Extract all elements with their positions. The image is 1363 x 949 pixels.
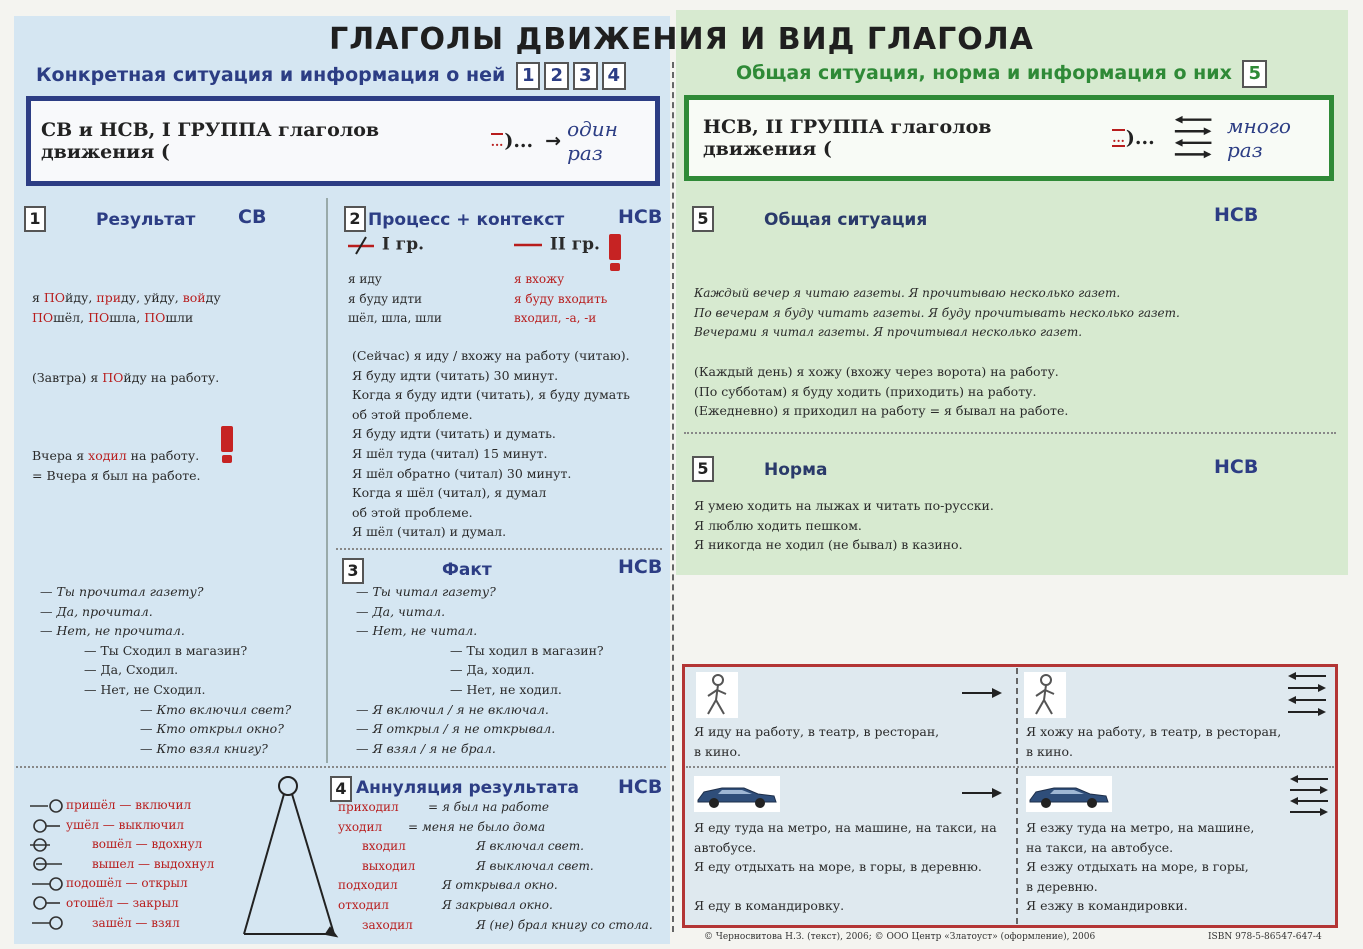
- group1-box: СВ и НСВ, I ГРУППА глаголов движения ( ... )... → один раз: [26, 96, 660, 186]
- section-3-dialog: — Ты читал газету? — Да, читал. — Нет, не читал. — Ты ходил в магазин? — Да, ходил. — Нет, не ходил. — Я включил / я не включал. — Я открыл / я не открывал. — Я взял / я не брал.: [356, 584, 604, 756]
- section-2-number: 2: [344, 206, 366, 232]
- left-subtitle: Конкретная ситуация и информация о ней 1 2 3 4: [36, 62, 626, 90]
- section-4-pairs: пришёл — включил ушёл — выключил вошёл — вдохнул вышел — выдохнул подошёл — открыл отошёл — закрыл зашёл — взял: [66, 798, 215, 930]
- section-4-title: Аннуляция результата: [356, 778, 579, 798]
- car-icon: [1026, 776, 1112, 812]
- section-5-divider: [684, 432, 1336, 434]
- section-5a-title: Общая ситуация: [764, 210, 928, 230]
- isbn: ISBN 978-5-86547-647-4: [1208, 932, 1322, 942]
- section-5a-italic: Каждый вечер я читаю газеты. Я прочитываю несколько газет. По вечерам я буду читать газеты. Я буду прочитывать несколько газет. Вечерами я читал газеты. Я прочитывал несколько газет.: [694, 286, 1180, 340]
- section-5b-number: 5: [692, 456, 714, 482]
- oneway-line: ...: [490, 135, 504, 149]
- walk-once-text: Я иду на работу, в театр, в ресторан, в кино.: [694, 724, 940, 759]
- section-5b-title: Норма: [764, 460, 828, 480]
- col-divider: [326, 198, 328, 763]
- walk-many-text: Я хожу на работу, в театр, в ресторан, в кино.: [1026, 724, 1282, 759]
- ref-1: 1: [516, 62, 541, 90]
- twoway-line: ...: [1112, 131, 1125, 145]
- ref-4: 4: [602, 62, 627, 90]
- arrow-right-icon: [960, 786, 1004, 800]
- copyright: © Черносвитова Н.З. (текст), 2006; © ООО Центр «Златоуст» (оформление), 2006: [704, 932, 1096, 942]
- right-subtitle: Общая ситуация, норма и информация о них 5: [736, 60, 1267, 88]
- section-5a-aspect: НСВ: [1214, 204, 1259, 226]
- section-5a-number: 5: [692, 206, 714, 232]
- back-and-forth-arrows-icon: [1171, 111, 1215, 165]
- drive-many-text: Я езжу туда на метро, на машине, на такси, на автобусе. Я езжу отдыхать на море, в горы, в деревню. Я езжу в командировки.: [1026, 820, 1255, 914]
- direction-markers-icon: [28, 796, 68, 932]
- ref-2: 2: [544, 62, 569, 90]
- group-2-forms: я вхожу я буду входить входил, -а, -и: [514, 272, 608, 326]
- warning-icon: [608, 234, 622, 272]
- ref-3: 3: [573, 62, 598, 90]
- group-2-label: II гр.: [512, 234, 600, 256]
- walking-person-icon: [1024, 672, 1066, 718]
- triangle-diagram: [240, 774, 340, 938]
- arrow-right-icon: →: [545, 130, 562, 152]
- section-5b-examples: Я умею ходить на лыжах и читать по-русски. Я люблю ходить пешком. Я никогда не ходил (не бывал) в казино.: [694, 498, 994, 553]
- section-3-title: Факт: [442, 560, 492, 580]
- section-4-divider: [16, 766, 666, 768]
- section-3-number: 3: [342, 558, 364, 584]
- section-1-title: Результат: [96, 210, 196, 230]
- examples-row-divider: [686, 766, 1334, 768]
- section-1-number: 1: [24, 206, 46, 232]
- group2-box: НСВ, II ГРУППА глаголов движения ( ... )... много раз: [684, 95, 1334, 181]
- section-2-title: Процесс + контекст: [368, 210, 565, 230]
- back-and-forth-arrows-icon: [1284, 670, 1330, 720]
- section-2-examples: (Сейчас) я иду / вхожу на работу (читаю). Я буду идти (читать) 30 минут. Когда я буду идти (читать), я буду думать об этой проблеме. Я буду идти (читать) и думать. Я шёл туда (читал) 15 минут. Я шёл обратно (читал) 30 минут. Когда я шёл (читал), я думал об этой проблеме. Я шёл (читал) и думал.: [352, 348, 630, 540]
- section-1-example: (Завтра) я ПОйду на работу.: [32, 370, 220, 385]
- one-way-line-icon: [346, 234, 376, 256]
- two-way-line-icon: [512, 234, 544, 256]
- section-3-divider: [336, 548, 662, 550]
- group-1-label: I гр.: [346, 234, 424, 256]
- walking-person-icon: [696, 672, 738, 718]
- ref-5: 5: [1242, 60, 1267, 88]
- section-1-aspect: СВ: [238, 206, 267, 228]
- section-3-aspect: НСВ: [618, 556, 663, 578]
- section-1-dialog: — Ты прочитал газету? — Да, прочитал. — Нет, не прочитал. — Ты Сходил в магазин? — Да, Сходил. — Нет, не Сходил. — Кто включил свет? — Кто открыл окно? — Кто взял книгу?: [40, 584, 292, 756]
- section-4-aspect: НСВ: [618, 776, 663, 798]
- page-title: ГЛАГОЛЫ ДВИЖЕНИЯ И ВИД ГЛАГОЛА: [329, 22, 1034, 57]
- group-1-forms: я иду я буду идти шёл, шла, шли: [348, 272, 442, 326]
- section-5b-aspect: НСВ: [1214, 456, 1259, 478]
- warning-icon: [220, 426, 234, 464]
- section-1-note: Вчера я ходил на работу. = Вчера я был на работе.: [32, 448, 201, 483]
- drive-once-text: Я еду туда на метро, на машине, на такси, на автобусе. Я еду отдыхать на море, в горы, в деревню. Я еду в командировку.: [694, 820, 997, 914]
- section-4-number: 4: [330, 776, 352, 802]
- back-and-forth-arrows-icon: [1286, 774, 1332, 818]
- section-4-table: приходил = я был на работе уходил = меня не было дома входил Я включал свет. выходил Я выключал свет. подходил Я открывал окно. отходил Я закрывал окно. заходил Я (не) брал книгу со стола.: [338, 800, 653, 932]
- examples-col-divider: [1016, 668, 1018, 924]
- center-divider: [672, 62, 674, 932]
- section-1-forms: я ПОйду, приду, уйду, войду ПОшёл, ПОшла, ПОшли: [32, 290, 221, 325]
- section-5a-examples: (Каждый день) я хожу (вхожу через ворота) на работу. (По субботам) я буду ходить (приходить) на работу. (Ежедневно) я приходил на работу = я бывал на работе.: [694, 364, 1069, 419]
- section-2-aspect: НСВ: [618, 206, 663, 228]
- car-icon: [694, 776, 780, 812]
- arrow-right-icon: [960, 686, 1004, 700]
